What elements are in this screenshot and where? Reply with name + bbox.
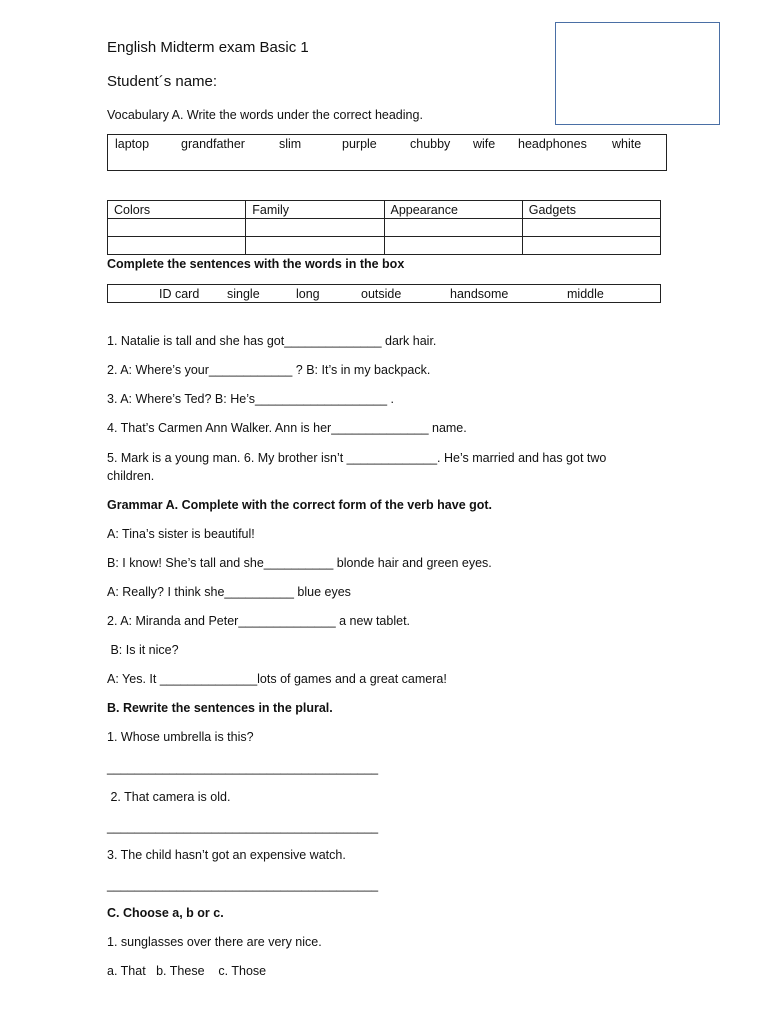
- vocab-instruction: Vocabulary A. Write the words under the correct heading.: [107, 108, 423, 122]
- sentence-item: 1. Natalie is tall and she has got______________ dark hair.: [107, 334, 437, 348]
- table-cell[interactable]: [522, 219, 660, 237]
- table-cell[interactable]: [246, 219, 384, 237]
- grammar-line: 2. A: Miranda and Peter______________ a new tablet.: [107, 614, 411, 628]
- vocab-word: headphones: [518, 137, 587, 151]
- plural-item: 2. That camera is old.: [107, 790, 231, 804]
- table-row: [108, 219, 661, 237]
- table-header-family: Family: [246, 201, 384, 219]
- table-cell[interactable]: [384, 237, 522, 255]
- vocab-word: chubby: [410, 137, 451, 151]
- vocab-word: laptop: [115, 137, 150, 151]
- complete-word: ID card: [159, 287, 200, 301]
- grammar-line: B: Is it nice?: [107, 643, 179, 657]
- table-cell[interactable]: [522, 237, 660, 255]
- photo-box: [555, 22, 720, 125]
- complete-instruction: Complete the sentences with the words in the box: [107, 257, 405, 271]
- grammar-instruction: Grammar A. Complete with the correct form of the verb have got.: [107, 498, 493, 512]
- complete-word: long: [296, 287, 320, 301]
- grammar-line: A: Yes. It ______________lots of games and a great camera!: [107, 672, 447, 686]
- table-row: [108, 237, 661, 255]
- complete-word: middle: [567, 287, 604, 301]
- table-cell[interactable]: [108, 237, 246, 255]
- grammar-line: A: Really? I think she__________ blue eyes: [107, 585, 351, 599]
- choose-question: 1. sunglasses over there are very nice.: [107, 935, 322, 949]
- vocab-word: white: [612, 137, 642, 151]
- grammar-line: B: I know! She’s tall and she__________ blonde hair and green eyes.: [107, 556, 492, 570]
- plural-item: 1. Whose umbrella is this?: [107, 730, 254, 744]
- sentence-item: 4. That’s Carmen Ann Walker. Ann is her______________ name.: [107, 421, 467, 435]
- category-table: [107, 200, 661, 255]
- grammar-line: A: Tina’s sister is beautiful!: [107, 527, 255, 541]
- table-header-appearance: Appearance: [384, 201, 522, 219]
- choose-instruction: C. Choose a, b or c.: [107, 906, 224, 920]
- table-row: [108, 201, 661, 219]
- answer-line[interactable]: _______________________________________: [107, 820, 379, 834]
- vocab-word: wife: [473, 137, 496, 151]
- sentence-item: 5. Mark is a young man. 6. My brother isn’t _____________. He’s married and has got two children.: [107, 451, 607, 483]
- vocab-word: slim: [279, 137, 302, 151]
- sentence-item: 2. A: Where’s your____________ ? B: It’s in my backpack.: [107, 363, 431, 377]
- vocab-word-box: [107, 134, 667, 171]
- complete-word: handsome: [450, 287, 509, 301]
- complete-word: outside: [361, 287, 402, 301]
- answer-line[interactable]: _______________________________________: [107, 761, 379, 775]
- plural-item: 3. The child hasn’t got an expensive watch.: [107, 848, 346, 862]
- plural-instruction: B. Rewrite the sentences in the plural.: [107, 701, 333, 715]
- vocab-word: grandfather: [181, 137, 245, 151]
- table-cell[interactable]: [384, 219, 522, 237]
- complete-word-box: [107, 284, 661, 303]
- table-header-gadgets: Gadgets: [522, 201, 660, 219]
- choose-options: a. That b. These c. Those: [107, 964, 267, 978]
- sentence-item: 3. A: Where’s Ted? B: He’s___________________ .: [107, 392, 395, 406]
- table-cell[interactable]: [246, 237, 384, 255]
- exam-title: English Midterm exam Basic 1: [107, 39, 309, 56]
- table-cell[interactable]: [108, 219, 246, 237]
- answer-line[interactable]: _______________________________________: [107, 878, 379, 892]
- vocab-word: purple: [342, 137, 377, 151]
- student-name-label: Student´s name:: [107, 73, 218, 90]
- table-header-colors: Colors: [108, 201, 246, 219]
- complete-word: single: [227, 287, 260, 301]
